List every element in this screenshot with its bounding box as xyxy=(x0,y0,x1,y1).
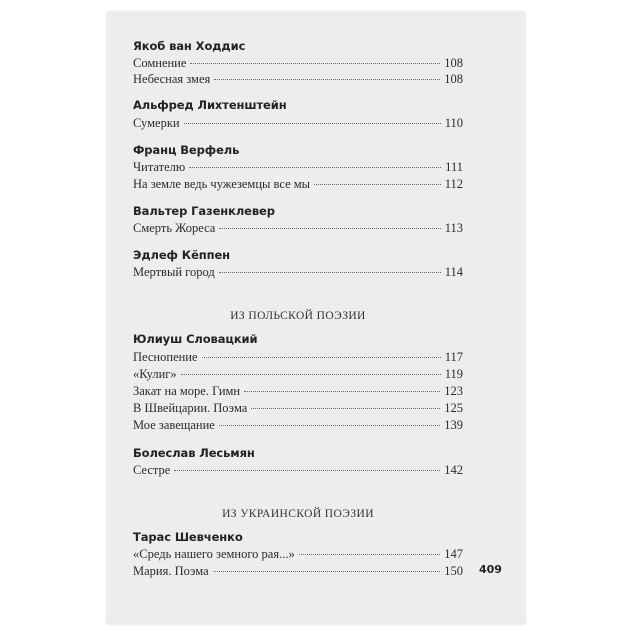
dot-leader xyxy=(202,357,441,358)
dot-leader xyxy=(219,228,440,229)
author-heading: Альфред Лихтенштейн xyxy=(133,98,287,112)
dot-leader xyxy=(214,79,440,80)
dot-leader xyxy=(244,391,440,392)
entry-page: 125 xyxy=(444,401,463,415)
entry-title: Небесная змея xyxy=(133,72,211,86)
entry-title: Мое завещание xyxy=(133,418,215,432)
author-heading: Франц Верфель xyxy=(133,143,240,157)
entry-title: «Кулиг» xyxy=(133,367,177,381)
toc-entry xyxy=(133,418,463,434)
toc-entry xyxy=(133,547,463,563)
entry-page: 142 xyxy=(444,463,463,477)
entry-page: 117 xyxy=(444,350,463,364)
toc-entry xyxy=(133,56,463,72)
entry-page: 108 xyxy=(444,72,463,86)
entry-title: Сумерки xyxy=(133,116,180,130)
entry-title: Мария. Поэма xyxy=(133,564,209,578)
entry-page: 113 xyxy=(444,221,463,235)
dot-leader xyxy=(213,571,441,572)
section-heading: ИЗ УКРАИНСКОЙ ПОЭЗИИ xyxy=(222,508,374,520)
entry-page: 112 xyxy=(444,177,463,191)
entry-title: Мертвый город xyxy=(133,265,215,279)
dot-leader xyxy=(181,374,441,375)
entry-page: 108 xyxy=(444,56,463,70)
toc-entry xyxy=(133,401,463,417)
toc-entry xyxy=(133,72,463,88)
dot-leader xyxy=(190,63,440,64)
dot-leader xyxy=(251,408,440,409)
author-heading: Юлиуш Словацкий xyxy=(133,332,258,346)
toc-entry xyxy=(133,160,463,176)
toc-entry xyxy=(133,116,463,132)
page-number: 409 xyxy=(479,563,502,576)
author-heading: Эдлеф Кёппен xyxy=(133,248,230,262)
toc-entry xyxy=(133,384,463,400)
dot-leader xyxy=(299,554,441,555)
entry-title: Смерть Жореса xyxy=(133,221,216,235)
toc-entry xyxy=(133,367,463,383)
author-heading: Якоб ван Ходдис xyxy=(133,39,246,53)
dot-leader xyxy=(189,167,441,168)
entry-page: 150 xyxy=(444,564,463,578)
entry-title: Песнопение xyxy=(133,350,198,364)
entry-page: 119 xyxy=(444,367,463,381)
entry-title: «Средь нашего земного рая...» xyxy=(133,547,295,561)
entry-page: 139 xyxy=(444,418,463,432)
entry-page: 147 xyxy=(444,547,463,561)
author-heading: Тарас Шевченко xyxy=(133,530,243,544)
entry-page: 123 xyxy=(444,384,463,398)
toc-entry xyxy=(133,265,463,281)
entry-page: 114 xyxy=(444,265,463,279)
entry-title: Сомнение xyxy=(133,56,187,70)
toc-entry xyxy=(133,221,463,237)
section-heading: ИЗ ПОЛЬСКОЙ ПОЭЗИИ xyxy=(230,310,366,322)
dot-leader xyxy=(184,123,441,124)
dot-leader xyxy=(219,272,441,273)
entry-title: Закат на море. Гимн xyxy=(133,384,241,398)
entry-page: 110 xyxy=(444,116,463,130)
dot-leader xyxy=(314,184,441,185)
toc-entry xyxy=(133,463,463,479)
dot-leader xyxy=(174,470,440,471)
toc-entry xyxy=(133,177,463,193)
author-heading: Болеслав Лесьмян xyxy=(133,446,255,460)
entry-title: Сестре xyxy=(133,463,171,477)
entry-page: 111 xyxy=(445,160,463,174)
toc-entry xyxy=(133,350,463,366)
author-heading: Вальтер Газенклевер xyxy=(133,204,275,218)
toc-entry xyxy=(133,564,463,580)
entry-title: Читателю xyxy=(133,160,186,174)
entry-title: В Швейцарии. Поэма xyxy=(133,401,248,415)
entry-title: На земле ведь чужеземцы все мы xyxy=(133,177,311,191)
dot-leader xyxy=(219,425,440,426)
